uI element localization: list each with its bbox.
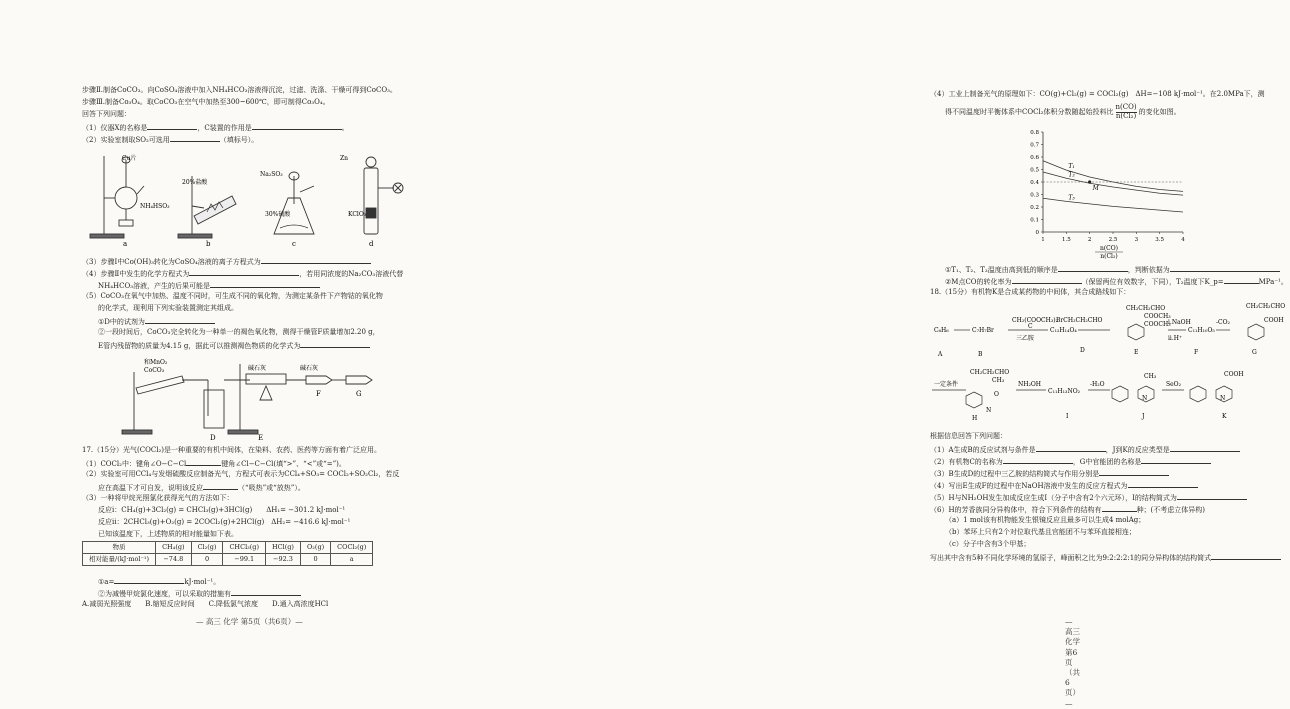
formula-c6h6: C₆H₆ — [934, 327, 949, 334]
y-tick-label: 0.4 — [1030, 180, 1039, 186]
x-tick-label: 2 — [1087, 237, 1092, 243]
apparatus-abcd — [82, 146, 412, 254]
label-b: b — [206, 240, 211, 248]
label-D-scheme: D — [1080, 347, 1085, 354]
question-18: 18.（15分）有机物K是合成某药物的中间体，其合成路线如下： — [930, 288, 1131, 296]
question-17-3-2: ②为减慢甲烷氯化速度，可以采取的措施有 — [98, 588, 301, 600]
reaction-i: 反应ⅰ：CH₄(g)+3Cl₂(g) = CHCl₃(g)+3HCl(g) ΔH₁= −301.2 kJ·mol⁻¹ — [98, 506, 346, 514]
left-page — [0, 0, 475, 676]
question-18-1: （1）A生成B的反应试剂与条件是 ，J到K的反应类型是 — [930, 444, 1240, 456]
label-E: E — [258, 434, 264, 442]
table-header: CHCl₃(g) — [223, 542, 266, 554]
question-17-4-cont: 得不同温度时平衡体系中COCl₂体积分数随起始投料比 $\frac{n(CO)}{\text{n(Cl₂)}}$ 的变化如图。 — [945, 103, 1181, 120]
question-17-4: （4）工业上制备光气的原理如下：CO(g)+Cl₂(g) = COCl₂(g) ΔH=−108 kJ·mol⁻¹。在2.0MPa下，测 — [930, 90, 1265, 98]
condition-a: （a）1 mol该有机物能发生银镜反应且最多可以生成4 molAg； — [945, 516, 1146, 524]
table-cell: −99.1 — [223, 553, 266, 565]
label-H: H — [972, 415, 978, 422]
label-c: c — [292, 240, 296, 248]
formula-c12h14o4: C₁₂H₁₄O₄ — [1050, 327, 1077, 334]
reagent-h-plus: ii.H⁺ — [1168, 335, 1183, 342]
table-header: O₂(g) — [300, 542, 330, 554]
question-18-5: （5）H与NH₂OH发生加成反应生成I（分子中含有2个六元环），I的结构简式为 — [930, 492, 1247, 504]
question-18-3: （3）B生成D的过程中三乙胺的结构简式与作用分别是 — [930, 468, 1169, 480]
label-G: G — [356, 390, 362, 398]
table-header: CH₄(g) — [156, 542, 191, 554]
reagent-minus-co2: -CO₂ — [1216, 319, 1230, 326]
synthesis-scheme-row2 — [930, 366, 1290, 428]
energy-table — [82, 541, 373, 566]
question-4: （4）步骤Ⅱ中发生的化学方程式为 ，若用同浓度的Na₂CO₃溶液代替 — [82, 270, 404, 278]
cocl2-fraction-chart — [1015, 128, 1215, 258]
table-row-label: 相对能量/(kJ·mol⁻¹) — [83, 553, 156, 565]
question-17-3-1: ①a= kJ·mol⁻¹。 — [98, 578, 221, 586]
apparatus-a — [90, 156, 144, 238]
x-tick-label: 4 — [1181, 237, 1185, 243]
question-5-2-cont: E管内残留物的质量为4.15 g，据此可以推测褐色物质的化学式为 — [98, 340, 370, 352]
y-tick-label: 0.1 — [1030, 217, 1039, 224]
table-header: 物质 — [83, 542, 156, 554]
table-header: HCl(g) — [266, 542, 301, 554]
group-cooch3-2: COOCH₃ — [1144, 321, 1171, 328]
series-label-1: T₁ — [1068, 163, 1075, 171]
label-na2so3: 30%硫酸 — [265, 211, 291, 218]
label-K: K — [1222, 413, 1227, 420]
group-ch2ch2cho: CH₂CH₂CHO — [1126, 305, 1166, 312]
reagent-minus-h2o: -H₂O — [1090, 381, 1105, 388]
question-17: 17.（15分）光气(COCl₂)是一种重要的有机中间体，在染料、农药、医药等方面有着广泛应用。 — [82, 446, 381, 454]
question-18-6: （6）H的芳香族同分异构体中，符合下列条件的结构有 种；(不考虑立体异构) — [930, 506, 1206, 514]
question-17-2: （2）实验室可用CCl₄与发烟硫酸反应制备光气，方程式可表示为CCl₄+SO₃= COCl₂+SO₂Cl₂，若反 — [82, 470, 400, 478]
group-cooch3-1: COOCH₃ — [1144, 313, 1171, 320]
synthesis-scheme-row1 — [930, 300, 1290, 366]
y-tick-label: 0.3 — [1030, 192, 1039, 199]
question-2: （2）实验室制取SO₂可选用 （填标号）。 — [82, 136, 259, 144]
question-17-2-cont: 应在高温下才可自发，说明该反应 （“吸热”或“放热”）。 — [98, 484, 305, 492]
label-a: a — [123, 240, 128, 248]
x-axis-label-numerator: n(CO) — [1099, 245, 1119, 252]
reagent-malonate: CH₂(COOCH₃)₂ — [1012, 317, 1058, 324]
x-axis-label-denominator: n(Cl₂) — [1100, 253, 1118, 260]
label-kclo3: 和MnO₂ — [144, 359, 168, 366]
label-30-sulfuric-acid: Zn — [340, 155, 349, 162]
x-tick-label: 1.5 — [1061, 237, 1071, 243]
info-prompt: 根据信息回答下列问题： — [930, 432, 1007, 440]
step2-text: 步骤Ⅱ.制备CoCO₃。向CoSO₄溶液中加入NH₄HCO₃溶液得沉淀，过滤、洗涤、干燥可得到CoCO₃。 — [82, 86, 397, 94]
question-17-3: （3）一种将甲烷光照氯化获得光气的方法如下： — [82, 494, 234, 502]
apparatus-defg — [120, 354, 380, 442]
x-tick-label: 2.5 — [1108, 237, 1118, 243]
question-18-6-final: 写出其中含有5种不同化学环境的氢原子，峰面积之比为9:2:2:2:1的同分异构体的结构简式 — [930, 552, 1281, 564]
table-cell: 0 — [300, 553, 330, 565]
table-header: COCl₂(g) — [331, 542, 373, 554]
group-h-ch2ch2cho: CH₂CH₂CHO — [970, 369, 1010, 376]
label-I: I — [1066, 413, 1069, 420]
reaction-ii: 反应ⅱ：2CHCl₃(g)+O₂(g) = 2COCl₂(g)+2HCl(g) ΔH₂= −416.6 kJ·mol⁻¹ — [98, 518, 351, 526]
ratio-denominator: n(Cl₂) — [1115, 111, 1137, 120]
formula-c7h7br: C₇H₇Br — [972, 327, 994, 334]
condition-c: （c）分子中含有3个甲基； — [945, 540, 1031, 548]
reagent-seo2: SeO₂ — [1166, 381, 1181, 388]
label-F-scheme: F — [1194, 349, 1199, 356]
question-18-2: （2）有机物C的名称为 ，G中官能团的名称是 — [930, 456, 1211, 468]
group-j-ch3: CH₃ — [1144, 373, 1157, 380]
point-m-label: M — [1092, 185, 1099, 192]
atom-n-k: N — [1220, 395, 1226, 402]
table-cell: a — [331, 553, 373, 565]
label-coco3: 碱石灰 — [248, 365, 267, 372]
x-tick-label: 3.5 — [1155, 237, 1165, 243]
ratio-numerator: n(CO) — [1115, 103, 1137, 111]
label-B: B — [978, 351, 983, 358]
label-G-scheme: G — [1252, 349, 1257, 356]
reagent-triethylamine: 三乙胺 — [1016, 335, 1035, 342]
label-nh4hso3: 20%盐酸 — [182, 179, 208, 186]
x-tick-label: 3 — [1134, 237, 1139, 243]
y-tick-label: 0 — [1035, 230, 1039, 236]
group-g-ch2ch2cho: CH₂CH₂CHO — [1246, 303, 1286, 310]
table-cell: −74.8 — [156, 553, 191, 565]
label-C: C — [1028, 323, 1033, 330]
formula-c11h10o5: C₁₁H₁₀O₅ — [1188, 327, 1215, 334]
answer-prompt: 回答下列问题： — [82, 110, 131, 118]
reagent-naoh: i.NaOH — [1168, 319, 1191, 326]
group-k-cooh: COOH — [1224, 371, 1244, 378]
question-18-4: （4）写出E生成F的过程中在NaOH溶液中发生的反应方程式为 — [930, 480, 1198, 492]
table-intro: 已知该温度下，上述物质的相对能量如下表。 — [98, 530, 238, 538]
question-5-1: ①D中的试剂为 — [98, 316, 215, 328]
label-soda-lime-f: 碱石灰 — [300, 365, 319, 372]
y-tick-label: 0.7 — [1030, 142, 1039, 149]
table-cell: 0 — [191, 553, 223, 565]
label-20-hydrochloric-acid: Na₂SO₃ — [260, 171, 283, 178]
question-4-cont: NH₄HCO₃溶液，产生的后果可能是 — [98, 280, 320, 292]
table-header: Cl₂(g) — [191, 542, 223, 554]
condition-b: （b）苯环上只有2个对位取代基且官能团不与苯环直接相连； — [945, 528, 1136, 536]
question-3: （3）步骤Ⅰ中Co(OH)₃转化为CoSO₄溶液的离子方程式为 — [82, 256, 371, 268]
series-label-2: T₂ — [1068, 171, 1075, 179]
formula-c11h13no2: C₁₁H₁₃NO₂ — [1048, 388, 1081, 395]
label-zn: KClO₃ — [348, 211, 367, 218]
reagent-condition: 一定条件 — [934, 381, 959, 388]
label-E-scheme: E — [1134, 349, 1139, 356]
table-cell: −92.3 — [266, 553, 301, 565]
footer-page-5: — 高三 化学 第5页（共6页）— — [196, 617, 303, 626]
x-tick-label: 1 — [1041, 237, 1045, 243]
step3-text: 步骤Ⅲ.制备Co₃O₄。取CoCO₃在空气中加热至300~600℃，即可制得Co₃O₄。 — [82, 98, 330, 106]
question-5-2: ②一段时间后，CoCO₃完全转化为一种单一的褐色氧化物，测得干燥管F质量增加2.20 g， — [98, 328, 380, 336]
y-tick-label: 0.8 — [1030, 130, 1039, 136]
question-1: （1）仪器X的名称是 ，C装置的作用是 。 — [82, 124, 349, 132]
series-line-3 — [1043, 198, 1183, 212]
right-page — [475, 0, 1288, 708]
y-tick-label: 0.6 — [1030, 155, 1039, 161]
y-tick-label: 0.5 — [1030, 167, 1039, 174]
question-5-cont: 的化学式，现利用下列实验装置测定其组成。 — [98, 304, 238, 312]
question-17-1: （1）COCl₂中：键角∠O−C−Cl 键角∠Cl−C−Cl(填“>”、“<”或“=”)。 — [82, 460, 346, 468]
atom-n-j: N — [1142, 395, 1148, 402]
label-A: A — [938, 351, 943, 358]
question-17-4-2: ②M点CO的转化率为 （保留两位有效数字，下同），T₂温度下K_p= MPa⁻¹。 — [945, 278, 1288, 286]
label-d: d — [369, 240, 374, 248]
label-D: D — [210, 434, 216, 442]
series-line-2 — [1043, 172, 1183, 195]
point-m — [1088, 180, 1091, 183]
label-98-sulfuric-acid: Cu片 — [122, 155, 137, 162]
footer-page-6: — 高三 化学 第6页（共6页）— — [1065, 617, 1080, 708]
options-abcd: A.减弱光照强度 B.缩短反应时间 C.降低氯气浓度 D.通入高浓度HCl — [82, 600, 329, 608]
label-and-mno2: CoCO₃ — [144, 367, 165, 374]
reagent-bromopropanal: BrCH₂CH₂CHO — [1056, 317, 1103, 324]
group-h-ch3: CH₃ — [992, 377, 1005, 384]
apparatus-d — [364, 157, 403, 234]
label-F: F — [316, 390, 321, 398]
question-17-4-1: ①T₁、T₂、T₃温度由高到低的顺序是 ，判断依据为 — [945, 264, 1280, 276]
label-J: J — [1142, 413, 1145, 420]
atom-n-h: N — [986, 407, 992, 414]
apparatus-c — [274, 172, 314, 234]
series-label-3: T₃ — [1068, 194, 1075, 202]
group-h-o: O — [994, 391, 999, 398]
reagent-nh2oh: NH₂OH — [1018, 381, 1042, 388]
question-5: （5）CoCO₃在氧气中加热、温度不同时，可生成不同的氧化物，为测定某条件下产物钴的氧化物 — [82, 292, 383, 300]
label-cu-sheet: NH₄HSO₃ — [140, 203, 170, 210]
table-row — [83, 553, 373, 565]
y-tick-label: 0.2 — [1030, 205, 1039, 211]
group-g-cooh: COOH — [1264, 317, 1284, 324]
table-header-row — [83, 542, 373, 554]
